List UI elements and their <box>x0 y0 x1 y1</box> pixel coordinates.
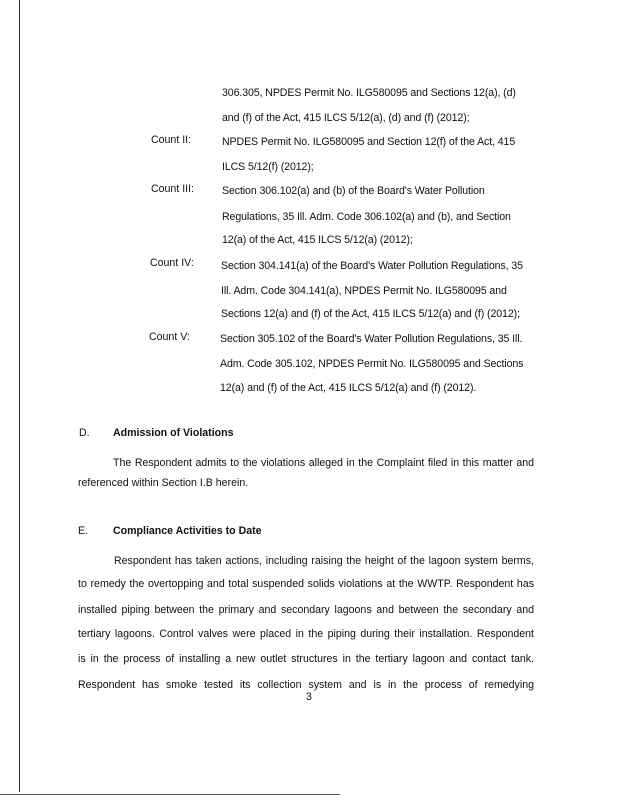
count3-line-1: Section 306.102(a) and (b) of the Board's Water Pollution <box>222 185 485 197</box>
section-e-line-6: Respondent has smoke tested its collection system and is in the process of remedying <box>78 679 534 691</box>
section-e-title: Compliance Activities to Date <box>113 525 262 537</box>
count4-line-1: Section 304.141(a) of the Board's Water Pollution Regulations, 35 <box>221 260 523 272</box>
section-e-line-5: is in the process of installing a new outlet structures in the tertiary lagoon and contact tank. <box>78 653 534 665</box>
count2-line-1: NPDES Permit No. ILG580095 and Section 12(f) of the Act, 415 <box>222 136 516 148</box>
count5-line-3: 12(a) and (f) of the Act, 415 ILCS 5/12(a) and (f) (2012). <box>220 382 477 394</box>
count4-label: Count IV: <box>150 257 194 269</box>
section-d-title: Admission of Violations <box>113 427 234 439</box>
section-d-line-1: The Respondent admits to the violations alleged in the Complaint filed in this matter and <box>113 457 534 469</box>
section-d-letter: D. <box>79 427 90 439</box>
scan-bottom-line <box>0 794 340 795</box>
count1-line-2: and (f) of the Act, 415 ILCS 5/12(a), (d) and (f) (2012); <box>222 112 470 124</box>
count3-line-3: 12(a) of the Act, 415 ILCS 5/12(a) (2012); <box>222 234 413 246</box>
count3-label: Count III: <box>151 183 194 195</box>
scan-edge-line <box>19 0 20 792</box>
section-e-line-3: installed piping between the primary and secondary lagoons and between the secondary and <box>78 604 534 616</box>
count5-line-1: Section 305.102 of the Board's Water Pollution Regulations, 35 Ill. <box>220 333 523 345</box>
section-e-letter: E. <box>78 525 89 537</box>
section-e-line-1: Respondent has taken actions, including raising the height of the lagoon system berms, <box>114 555 534 567</box>
count4-line-3: Sections 12(a) and (f) of the Act, 415 ILCS 5/12(a) and (f) (2012); <box>221 308 520 320</box>
section-e-line-4: tertiary lagoons. Control valves were placed in the piping during their installation. Respondent <box>78 628 534 640</box>
count2-line-2: ILCS 5/12(f) (2012); <box>222 161 314 173</box>
count5-label: Count V: <box>149 331 190 343</box>
section-d-line-2: referenced within Section I.B herein. <box>78 477 249 489</box>
count1-line-1: 306.305, NPDES Permit No. ILG580095 and Sections 12(a), (d) <box>222 87 516 99</box>
count3-line-2: Regulations, 35 Ill. Adm. Code 306.102(a) and (b), and Section <box>222 211 511 223</box>
count4-line-2: Ill. Adm. Code 304.141(a), NPDES Permit No. ILG580095 and <box>221 285 507 297</box>
page-number: 3 <box>306 691 312 703</box>
count2-label: Count II: <box>151 134 192 146</box>
section-e-line-2: to remedy the overtopping and total suspended solids violations at the WWTP. Respondent has <box>78 578 534 590</box>
count5-line-2: Adm. Code 305.102, NPDES Permit No. ILG580095 and Sections <box>220 358 524 370</box>
